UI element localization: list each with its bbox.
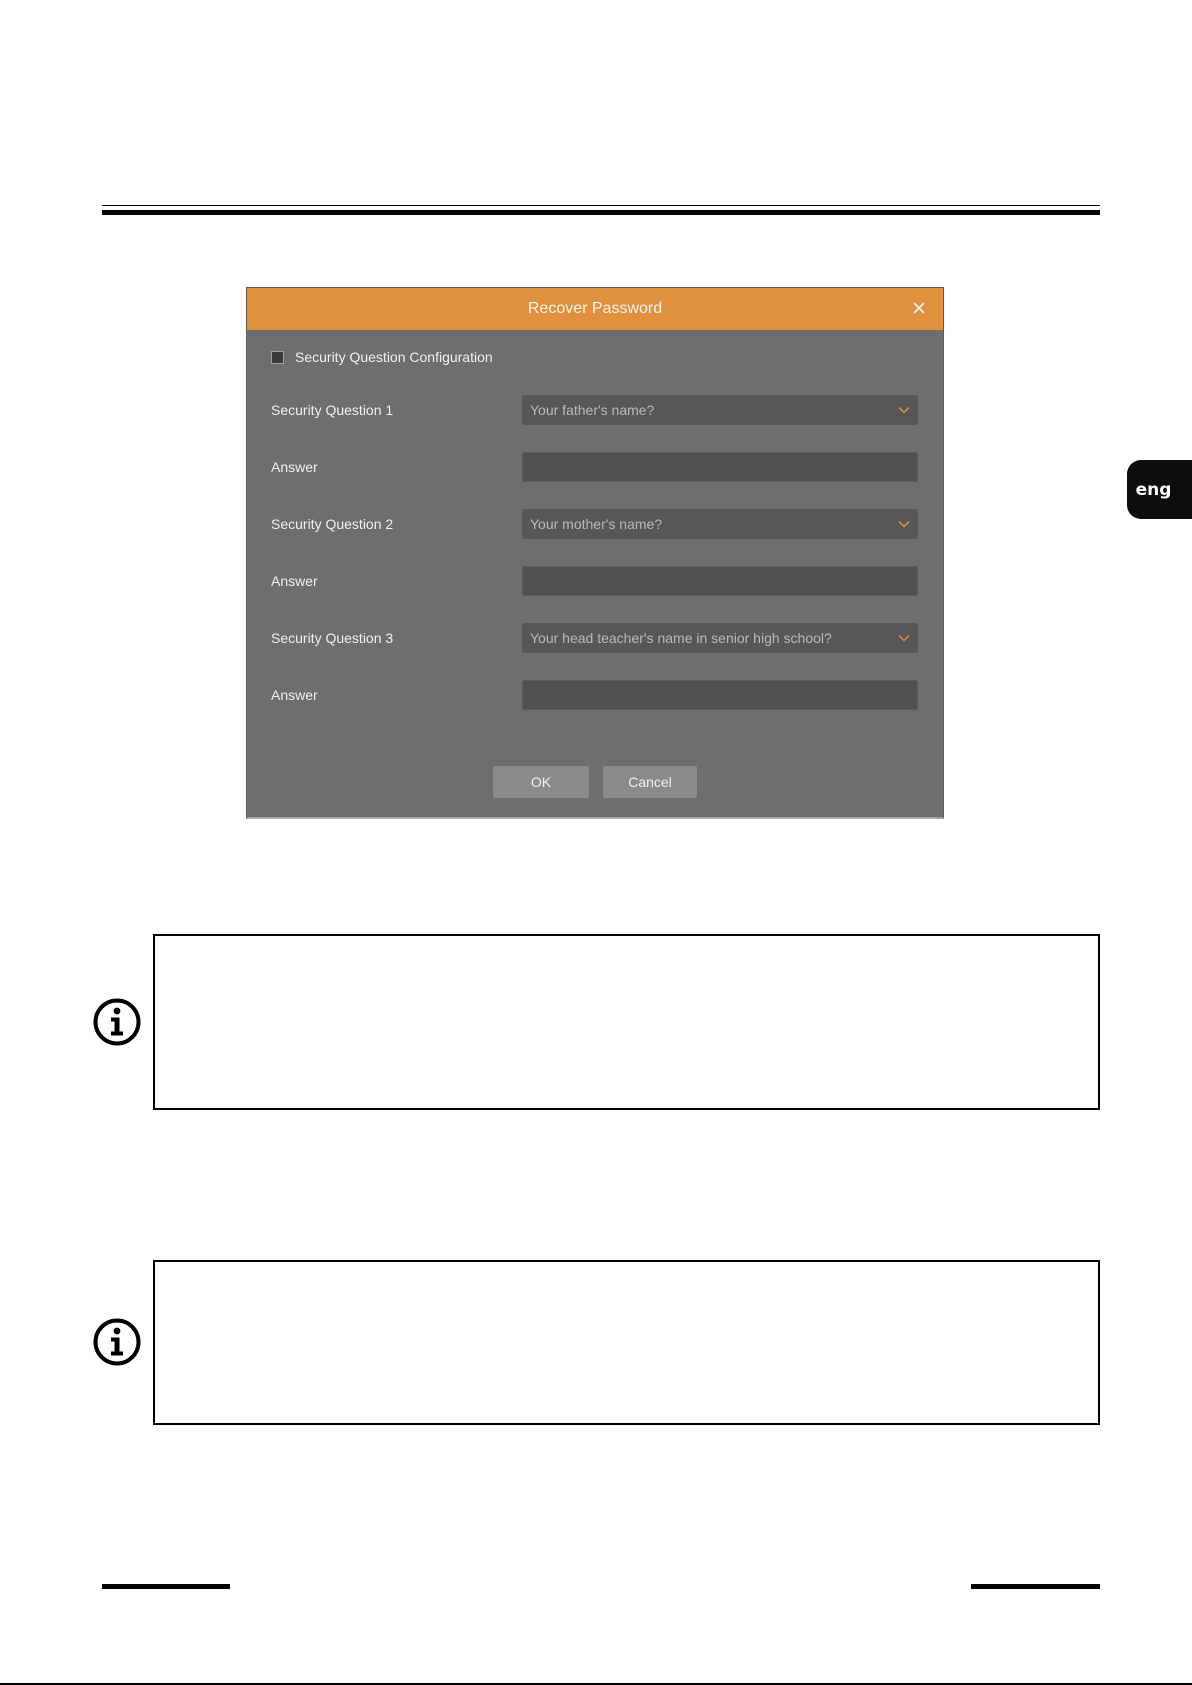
cancel-button[interactable]: Cancel — [603, 766, 697, 798]
note-box — [153, 1260, 1100, 1425]
answer-3-input[interactable] — [522, 680, 918, 710]
info-icon — [93, 998, 141, 1046]
question-2-label: Security Question 2 — [271, 516, 394, 532]
header-rule-thick — [102, 210, 1100, 215]
ok-button[interactable]: OK — [493, 766, 589, 798]
question-1-select[interactable] — [522, 395, 918, 425]
question-2-value: Your mother's name? — [530, 516, 663, 532]
chevron-down-icon — [898, 519, 910, 529]
recover-password-dialog — [246, 287, 944, 819]
question-1-label: Security Question 1 — [271, 402, 394, 418]
header-rule-thin — [102, 205, 1100, 206]
close-icon[interactable] — [911, 300, 927, 316]
dialog-header — [247, 288, 943, 330]
note-box — [153, 934, 1100, 1110]
question-3-value: Your head teacher's name in senior high school? — [530, 630, 832, 646]
language-tab: eng — [1127, 460, 1192, 519]
chevron-down-icon — [898, 633, 910, 643]
chevron-down-icon — [898, 405, 910, 415]
security-config-checkbox[interactable] — [271, 351, 284, 364]
security-config-row[interactable] — [271, 348, 493, 366]
answer-1-label: Answer — [271, 459, 318, 475]
question-1-value: Your father's name? — [530, 402, 655, 418]
info-icon — [93, 1318, 141, 1366]
question-3-label: Security Question 3 — [271, 630, 394, 646]
footer-rule-right — [971, 1584, 1100, 1589]
dialog-title: Recover Password — [527, 300, 663, 317]
footer-rule-left — [102, 1584, 230, 1589]
answer-3-label: Answer — [271, 687, 318, 703]
answer-1-input[interactable] — [522, 452, 918, 482]
answer-2-label: Answer — [271, 573, 318, 589]
security-config-label: Security Question Configuration — [295, 349, 493, 365]
question-2-select[interactable] — [522, 509, 918, 539]
question-3-select[interactable] — [522, 623, 918, 653]
answer-2-input[interactable] — [522, 566, 918, 596]
